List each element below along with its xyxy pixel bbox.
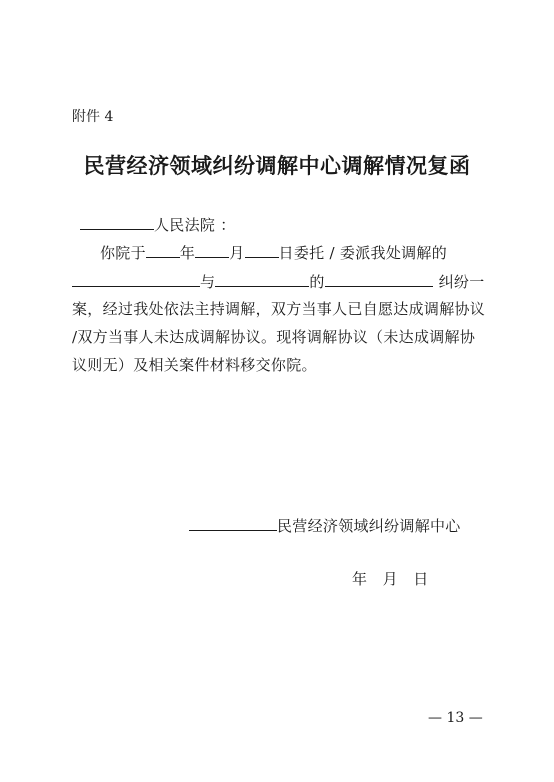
party-b-blank <box>215 270 309 287</box>
page-number: — 13 — <box>428 710 483 726</box>
month-blank <box>195 241 229 258</box>
document-title: 民营经济领域纠纷调解中心调解情况复函 <box>83 153 471 178</box>
paragraph-line-2 <box>72 270 485 292</box>
court-name-blank <box>80 213 154 230</box>
paragraph-line-3: 案，经过我处依法主持调解，双方当事人已自愿达成调解协议 <box>72 300 486 318</box>
signer-line <box>189 514 461 536</box>
day-blank <box>245 241 279 258</box>
dispute-type-blank <box>325 270 433 287</box>
date-line: 年 月 日 <box>352 570 429 588</box>
text-segment: 月 <box>229 244 245 262</box>
text-segment: 年 <box>179 244 196 262</box>
party-a-blank <box>72 270 200 287</box>
signer-name: 民营经济领域纠纷调解中心 <box>277 517 461 535</box>
paragraph-line-5: 议则无）及相关案件材料移交你院。 <box>72 356 317 374</box>
text-segment: 与 <box>200 273 216 291</box>
addressee-line <box>80 213 236 235</box>
paragraph-line-4: /双方当事人未达成调解协议。现将调解协议（未达成调解协 <box>72 328 476 346</box>
text-segment: 纠纷一 <box>438 273 485 291</box>
year-blank <box>146 241 180 258</box>
addressee-suffix: 人民法院 ： <box>154 216 236 234</box>
text-segment: 日委托 / 委派我处调解的 <box>278 244 448 262</box>
text-segment: 的 <box>309 273 325 291</box>
signer-blank <box>189 514 277 531</box>
attachment-label: 附件 4 <box>72 109 114 125</box>
text-segment: 你院于 <box>100 244 146 262</box>
paragraph-line-1 <box>100 241 447 263</box>
